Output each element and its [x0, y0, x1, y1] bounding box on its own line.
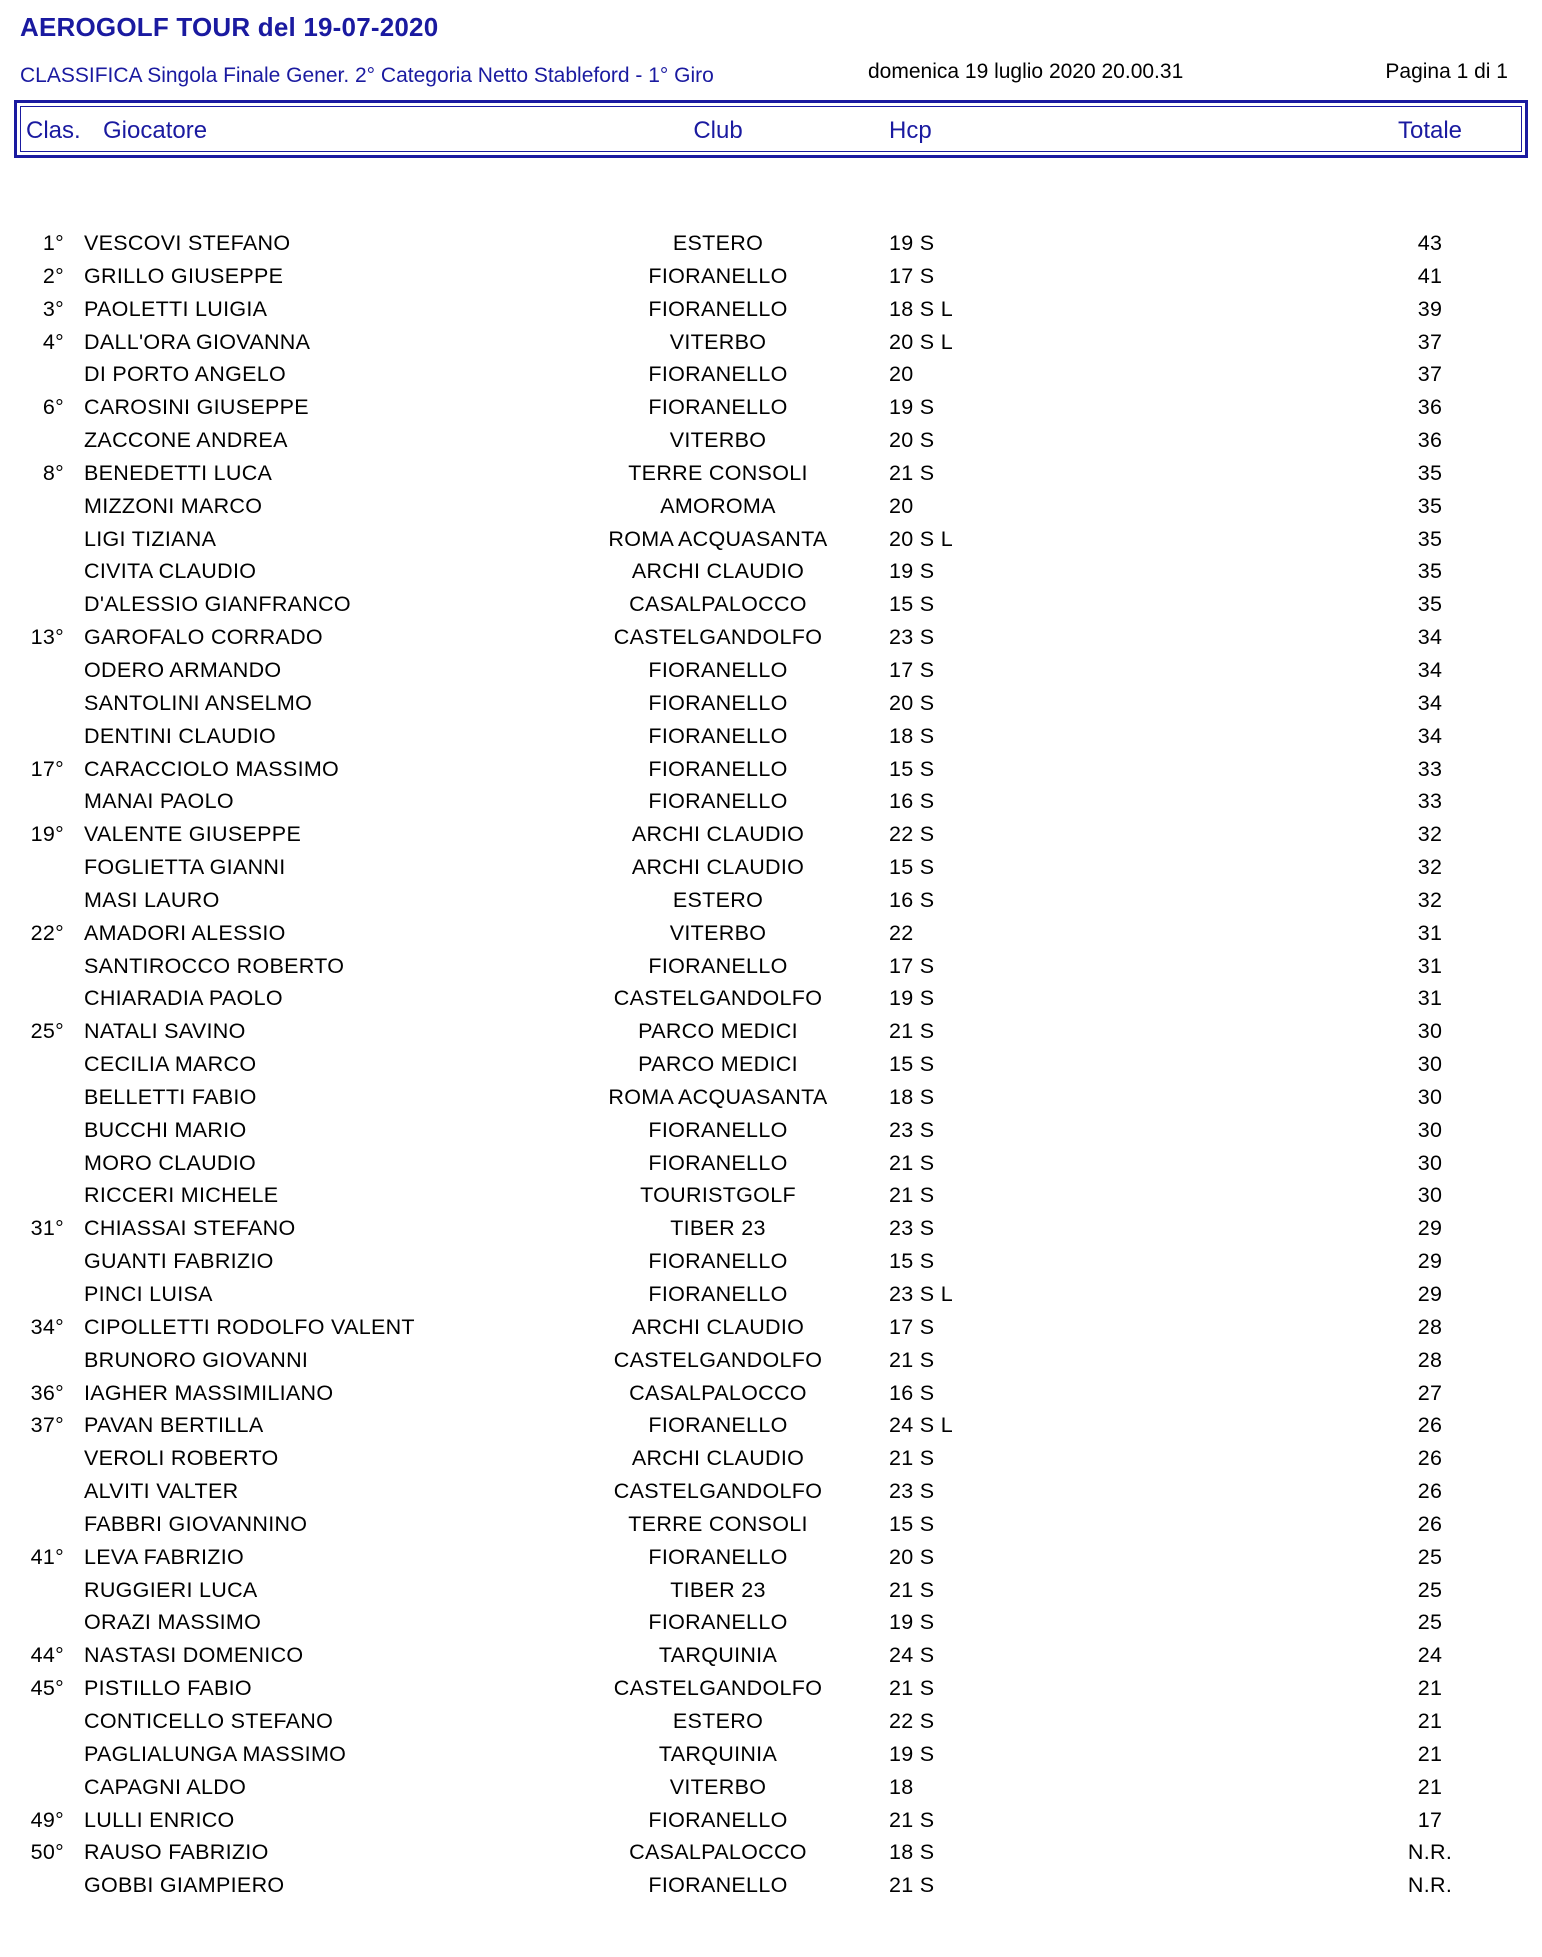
table-row — [0, 654, 1542, 687]
player-name-cell: LIGI TIZIANA — [84, 526, 217, 551]
position-cell: 49° — [30, 1807, 64, 1832]
column-header-clas: Clas. — [26, 117, 81, 144]
total-cell: 31 — [1417, 953, 1443, 978]
club-cell: CASTELGANDOLFO — [613, 1676, 823, 1701]
handicap-cell: 22 S — [889, 822, 935, 847]
player-name-cell: PAOLETTI LUIGIA — [84, 296, 268, 321]
handicap-cell: 21 S — [889, 1019, 935, 1044]
table-row — [0, 391, 1542, 424]
position-cell: 1° — [42, 231, 64, 255]
position-cell: 22° — [30, 920, 64, 945]
table-row — [0, 1836, 1542, 1869]
report-title: AEROGOLF TOUR del 19-07-2020 — [20, 12, 439, 42]
handicap-cell: 21 S — [889, 1676, 935, 1701]
handicap-cell: 16 S — [889, 887, 935, 912]
player-name-cell: D'ALESSIO GIANFRANCO — [84, 592, 351, 617]
player-name-cell: BELLETTI FABIO — [84, 1084, 257, 1109]
player-name-cell: DI PORTO ANGELO — [84, 362, 287, 387]
handicap-cell: 18 S L — [889, 296, 953, 321]
club-cell: TIBER 23 — [670, 1577, 766, 1602]
table-row — [0, 588, 1542, 621]
page-number: Pagina 1 di 1 — [1385, 60, 1508, 83]
player-name-cell: AMADORI ALESSIO — [84, 920, 286, 945]
handicap-cell: 17 S — [889, 657, 935, 682]
club-cell: FIORANELLO — [648, 1282, 788, 1306]
table-row — [0, 1771, 1542, 1804]
club-cell: FIORANELLO — [648, 756, 788, 781]
position-cell: 3° — [42, 296, 64, 321]
club-cell: VITERBO — [669, 329, 767, 354]
club-cell: ARCHI CLAUDIO — [631, 1446, 805, 1471]
results-table — [0, 227, 1542, 1902]
player-name-cell: NASTASI DOMENICO — [84, 1643, 304, 1668]
player-name-cell: FABBRI GIOVANNINO — [84, 1511, 308, 1536]
table-row — [0, 1705, 1542, 1738]
position-cell: 6° — [42, 395, 64, 420]
total-cell: 36 — [1417, 395, 1443, 420]
table-row — [0, 293, 1542, 326]
handicap-cell: 20 — [889, 493, 914, 518]
table-row — [0, 1639, 1542, 1672]
table-row — [0, 1738, 1542, 1771]
column-header-box — [14, 100, 1528, 158]
total-cell: 34 — [1417, 690, 1443, 715]
handicap-cell: 20 S L — [889, 329, 953, 354]
club-cell: PARCO MEDICI — [638, 1019, 798, 1044]
player-name-cell: PINCI LUISA — [84, 1282, 213, 1306]
total-cell: 30 — [1417, 1052, 1443, 1077]
club-cell: TERRE CONSOLI — [628, 460, 808, 485]
table-row — [0, 818, 1542, 851]
club-cell: FIORANELLO — [648, 263, 788, 288]
player-name-cell: RUGGIERI LUCA — [84, 1577, 258, 1602]
handicap-cell: 15 S — [889, 1249, 935, 1274]
table-row — [0, 621, 1542, 654]
club-cell: TARQUINIA — [658, 1643, 778, 1668]
table-row — [0, 982, 1542, 1015]
total-cell: 21 — [1417, 1676, 1443, 1701]
player-name-cell: MANAI PAOLO — [84, 789, 234, 814]
club-cell: FIORANELLO — [648, 690, 788, 715]
table-row — [0, 1344, 1542, 1377]
position-cell: 37° — [30, 1413, 64, 1438]
player-name-cell: VALENTE GIUSEPPE — [84, 822, 302, 847]
handicap-cell: 20 S — [889, 1544, 935, 1569]
club-cell: VITERBO — [669, 920, 767, 945]
player-name-cell: BRUNORO GIOVANNI — [84, 1347, 309, 1372]
table-row — [0, 1278, 1542, 1311]
table-row — [0, 1015, 1542, 1048]
table-row — [0, 555, 1542, 588]
table-row — [0, 326, 1542, 359]
total-cell: 36 — [1417, 428, 1443, 453]
table-row — [0, 1804, 1542, 1837]
total-cell: 30 — [1417, 1084, 1443, 1109]
table-row — [0, 424, 1542, 457]
total-cell: 34 — [1417, 657, 1443, 682]
club-cell: VITERBO — [669, 428, 767, 453]
handicap-cell: 20 — [889, 362, 914, 387]
club-cell: CASALPALOCCO — [629, 1380, 807, 1405]
handicap-cell: 15 S — [889, 756, 935, 781]
total-cell: 26 — [1417, 1446, 1443, 1471]
position-cell: 34° — [30, 1314, 64, 1339]
player-name-cell: VEROLI ROBERTO — [84, 1446, 279, 1471]
total-cell: 21 — [1417, 1774, 1443, 1799]
total-cell: 25 — [1417, 1544, 1443, 1569]
handicap-cell: 20 S — [889, 428, 935, 453]
handicap-cell: 23 S — [889, 1216, 935, 1241]
total-cell: 35 — [1417, 592, 1443, 617]
table-row — [0, 1179, 1542, 1212]
player-name-cell: ALVITI VALTER — [84, 1479, 239, 1504]
player-name-cell: SANTOLINI ANSELMO — [84, 690, 313, 715]
total-cell: 35 — [1417, 460, 1443, 485]
table-row — [0, 227, 1542, 260]
total-cell: 29 — [1417, 1282, 1443, 1306]
player-name-cell: CAROSINI GIUSEPPE — [84, 395, 309, 420]
column-header-totale: Totale — [1397, 117, 1463, 144]
player-name-cell: GRILLO GIUSEPPE — [84, 263, 284, 288]
table-row — [0, 1212, 1542, 1245]
club-cell: CASALPALOCCO — [629, 592, 807, 617]
position-cell: 45° — [30, 1676, 64, 1701]
club-cell: AMOROMA — [660, 493, 776, 518]
total-cell: 25 — [1417, 1610, 1443, 1635]
position-cell: 2° — [42, 263, 64, 288]
club-cell: ROMA ACQUASANTA — [608, 526, 828, 551]
handicap-cell: 19 S — [889, 986, 935, 1011]
club-cell: TERRE CONSOLI — [628, 1511, 808, 1536]
player-name-cell: CIPOLLETTI RODOLFO VALENT — [84, 1314, 415, 1339]
total-cell: 26 — [1417, 1479, 1443, 1504]
player-name-cell: MASI LAURO — [84, 887, 220, 912]
player-name-cell: GOBBI GIAMPIERO — [84, 1873, 285, 1898]
table-row — [0, 1869, 1542, 1902]
total-cell: 31 — [1417, 920, 1443, 945]
table-row — [0, 687, 1542, 720]
table-row — [0, 523, 1542, 556]
club-cell: TARQUINIA — [658, 1741, 778, 1766]
position-cell: 31° — [30, 1216, 64, 1241]
table-row — [0, 1311, 1542, 1344]
table-row — [0, 1606, 1542, 1639]
total-cell: 21 — [1417, 1741, 1443, 1766]
club-cell: CASALPALOCCO — [629, 1840, 807, 1865]
column-header-giocatore: Giocatore — [103, 117, 208, 144]
player-name-cell: DENTINI CLAUDIO — [84, 723, 277, 748]
handicap-cell: 15 S — [889, 1052, 935, 1077]
handicap-cell: 17 S — [889, 1314, 935, 1339]
handicap-cell: 22 S — [889, 1708, 935, 1733]
position-cell: 25° — [30, 1019, 64, 1044]
player-name-cell: PAGLIALUNGA MASSIMO — [84, 1741, 347, 1766]
player-name-cell: CHIARADIA PAOLO — [84, 986, 283, 1011]
club-cell: ESTERO — [672, 231, 764, 255]
total-cell: 37 — [1417, 362, 1443, 387]
player-name-cell: ZACCONE ANDREA — [84, 428, 288, 453]
club-cell: FIORANELLO — [648, 362, 788, 387]
club-cell: FIORANELLO — [648, 657, 788, 682]
club-cell: FIORANELLO — [648, 1413, 788, 1438]
handicap-cell: 18 S — [889, 1840, 935, 1865]
player-name-cell: RICCERI MICHELE — [84, 1183, 279, 1208]
handicap-cell: 21 S — [889, 1873, 935, 1898]
total-cell: 33 — [1417, 756, 1443, 781]
handicap-cell: 19 S — [889, 231, 935, 255]
club-cell: FIORANELLO — [648, 1150, 788, 1175]
handicap-cell: 18 — [889, 1774, 914, 1799]
club-cell: TIBER 23 — [670, 1216, 766, 1241]
total-cell: 30 — [1417, 1019, 1443, 1044]
handicap-cell: 21 S — [889, 1183, 935, 1208]
handicap-cell: 23 S — [889, 625, 935, 650]
column-header-club: Club — [693, 117, 743, 144]
table-row — [0, 884, 1542, 917]
club-cell: FIORANELLO — [648, 953, 788, 978]
total-cell: 39 — [1417, 296, 1443, 321]
total-cell: 26 — [1417, 1511, 1443, 1536]
handicap-cell: 15 S — [889, 855, 935, 880]
handicap-cell: 17 S — [889, 953, 935, 978]
total-cell: 28 — [1417, 1347, 1443, 1372]
handicap-cell: 23 S — [889, 1479, 935, 1504]
table-row — [0, 1147, 1542, 1180]
player-name-cell: LEVA FABRIZIO — [84, 1544, 245, 1569]
total-cell: 32 — [1417, 822, 1443, 847]
total-cell: 27 — [1417, 1380, 1443, 1405]
total-cell: 30 — [1417, 1150, 1443, 1175]
club-cell: TOURISTGOLF — [640, 1183, 796, 1208]
handicap-cell: 21 S — [889, 1150, 935, 1175]
club-cell: CASTELGANDOLFO — [613, 625, 823, 650]
club-cell: FIORANELLO — [648, 1873, 788, 1898]
table-row — [0, 1475, 1542, 1508]
club-cell: FIORANELLO — [648, 789, 788, 814]
column-header-hcp: Hcp — [889, 117, 932, 144]
player-name-cell: PAVAN BERTILLA — [84, 1413, 264, 1438]
club-cell: ROMA ACQUASANTA — [608, 1084, 828, 1109]
total-cell: 26 — [1417, 1413, 1443, 1438]
player-name-cell: CHIASSAI STEFANO — [84, 1216, 296, 1241]
club-cell: ESTERO — [672, 887, 764, 912]
handicap-cell: 19 S — [889, 395, 935, 420]
handicap-cell: 23 S — [889, 1117, 935, 1142]
position-cell: 36° — [30, 1380, 64, 1405]
total-cell: 34 — [1417, 625, 1443, 650]
player-name-cell: RAUSO FABRIZIO — [84, 1840, 269, 1865]
table-row — [0, 1541, 1542, 1574]
player-name-cell: MORO CLAUDIO — [84, 1150, 257, 1175]
club-cell: VITERBO — [669, 1774, 767, 1799]
table-row — [0, 785, 1542, 818]
player-name-cell: ODERO ARMANDO — [84, 657, 282, 682]
table-row — [0, 1672, 1542, 1705]
player-name-cell: CECILIA MARCO — [84, 1052, 257, 1077]
table-row — [0, 358, 1542, 391]
handicap-cell: 24 S L — [889, 1413, 953, 1438]
club-cell: ESTERO — [672, 1708, 764, 1733]
total-cell: 28 — [1417, 1314, 1443, 1339]
table-row — [0, 457, 1542, 490]
handicap-cell: 23 S L — [889, 1282, 953, 1306]
handicap-cell: 16 S — [889, 789, 935, 814]
handicap-cell: 19 S — [889, 1610, 935, 1635]
handicap-cell: 24 S — [889, 1643, 935, 1668]
total-cell: 31 — [1417, 986, 1443, 1011]
handicap-cell: 21 S — [889, 1446, 935, 1471]
club-cell: CASTELGANDOLFO — [613, 1479, 823, 1504]
table-row — [0, 1508, 1542, 1541]
table-row — [0, 720, 1542, 753]
table-row — [0, 1409, 1542, 1442]
total-cell: 41 — [1417, 263, 1443, 288]
player-name-cell: SANTIROCCO ROBERTO — [84, 953, 345, 978]
club-cell: FIORANELLO — [648, 1610, 788, 1635]
total-cell: 21 — [1417, 1708, 1443, 1733]
position-cell: 19° — [30, 822, 64, 847]
handicap-cell: 19 S — [889, 559, 935, 584]
handicap-cell: 21 S — [889, 1577, 935, 1602]
club-cell: ARCHI CLAUDIO — [631, 559, 805, 584]
total-cell: 25 — [1417, 1577, 1443, 1602]
player-name-cell: BENEDETTI LUCA — [84, 460, 273, 485]
handicap-cell: 18 S — [889, 1084, 935, 1109]
player-name-cell: ORAZI MASSIMO — [84, 1610, 262, 1635]
position-cell: 8° — [42, 460, 64, 485]
player-name-cell: NATALI SAVINO — [84, 1019, 246, 1044]
club-cell: FIORANELLO — [648, 723, 788, 748]
total-cell: N.R. — [1407, 1840, 1453, 1865]
handicap-cell: 22 — [889, 920, 914, 945]
handicap-cell: 20 S — [889, 690, 935, 715]
handicap-cell: 19 S — [889, 1741, 935, 1766]
report-subtitle: CLASSIFICA Singola Finale Gener. 2° Categoria Netto Stableford - 1° Giro — [20, 64, 714, 87]
table-row — [0, 1442, 1542, 1475]
table-row — [0, 490, 1542, 523]
player-name-cell: BUCCHI MARIO — [84, 1117, 247, 1142]
table-row — [0, 917, 1542, 950]
player-name-cell: FOGLIETTA GIANNI — [84, 855, 286, 880]
position-cell: 17° — [30, 756, 64, 781]
club-cell: FIORANELLO — [648, 395, 788, 420]
total-cell: 35 — [1417, 526, 1443, 551]
total-cell: 37 — [1417, 329, 1443, 354]
table-row — [0, 950, 1542, 983]
player-name-cell: LULLI ENRICO — [84, 1807, 235, 1832]
player-name-cell: IAGHER MASSIMILIANO — [84, 1380, 334, 1405]
handicap-cell: 15 S — [889, 1511, 935, 1536]
club-cell: ARCHI CLAUDIO — [631, 822, 805, 847]
player-name-cell: GAROFALO CORRADO — [84, 625, 323, 650]
total-cell: 35 — [1417, 493, 1443, 518]
total-cell: N.R. — [1407, 1873, 1453, 1898]
table-row — [0, 1377, 1542, 1410]
club-cell: FIORANELLO — [648, 1544, 788, 1569]
handicap-cell: 21 S — [889, 1347, 935, 1372]
handicap-cell: 17 S — [889, 263, 935, 288]
club-cell: FIORANELLO — [648, 1249, 788, 1274]
player-name-cell: GUANTI FABRIZIO — [84, 1249, 274, 1274]
report-datetime: domenica 19 luglio 2020 20.00.31 — [868, 60, 1184, 83]
club-cell: FIORANELLO — [648, 1117, 788, 1142]
position-cell: 44° — [30, 1643, 64, 1668]
total-cell: 34 — [1417, 723, 1443, 748]
player-name-cell: CONTICELLO STEFANO — [84, 1708, 334, 1733]
total-cell: 24 — [1417, 1643, 1443, 1668]
player-name-cell: DALL'ORA GIOVANNA — [84, 329, 311, 354]
position-cell: 50° — [30, 1840, 64, 1865]
table-row — [0, 260, 1542, 293]
player-name-cell: VESCOVI STEFANO — [84, 231, 291, 255]
player-name-cell: CAPAGNI ALDO — [84, 1774, 247, 1799]
table-row — [0, 1245, 1542, 1278]
club-cell: ARCHI CLAUDIO — [631, 1314, 805, 1339]
table-row — [0, 1574, 1542, 1607]
total-cell: 35 — [1417, 559, 1443, 584]
position-cell: 13° — [30, 625, 64, 650]
total-cell: 32 — [1417, 887, 1443, 912]
table-row — [0, 753, 1542, 786]
total-cell: 43 — [1417, 231, 1443, 255]
handicap-cell: 21 S — [889, 460, 935, 485]
player-name-cell: CIVITA CLAUDIO — [84, 559, 257, 584]
handicap-cell: 15 S — [889, 592, 935, 617]
table-row — [0, 1081, 1542, 1114]
handicap-cell: 18 S — [889, 723, 935, 748]
total-cell: 29 — [1417, 1249, 1443, 1274]
handicap-cell: 16 S — [889, 1380, 935, 1405]
club-cell: PARCO MEDICI — [638, 1052, 798, 1077]
position-cell: 4° — [42, 329, 64, 354]
handicap-cell: 21 S — [889, 1807, 935, 1832]
club-cell: CASTELGANDOLFO — [613, 986, 823, 1011]
table-row — [0, 851, 1542, 884]
total-cell: 30 — [1417, 1117, 1443, 1142]
handicap-cell: 20 S L — [889, 526, 953, 551]
total-cell: 33 — [1417, 789, 1443, 814]
player-name-cell: CARACCIOLO MASSIMO — [84, 756, 340, 781]
club-cell: ARCHI CLAUDIO — [631, 855, 805, 880]
total-cell: 30 — [1417, 1183, 1443, 1208]
total-cell: 32 — [1417, 855, 1443, 880]
club-cell: CASTELGANDOLFO — [613, 1347, 823, 1372]
club-cell: FIORANELLO — [648, 296, 788, 321]
total-cell: 29 — [1417, 1216, 1443, 1241]
club-cell: FIORANELLO — [648, 1807, 788, 1832]
table-row — [0, 1114, 1542, 1147]
table-row — [0, 1048, 1542, 1081]
player-name-cell: PISTILLO FABIO — [84, 1676, 252, 1701]
total-cell: 17 — [1417, 1807, 1443, 1832]
position-cell: 41° — [30, 1544, 64, 1569]
player-name-cell: MIZZONI MARCO — [84, 493, 263, 518]
